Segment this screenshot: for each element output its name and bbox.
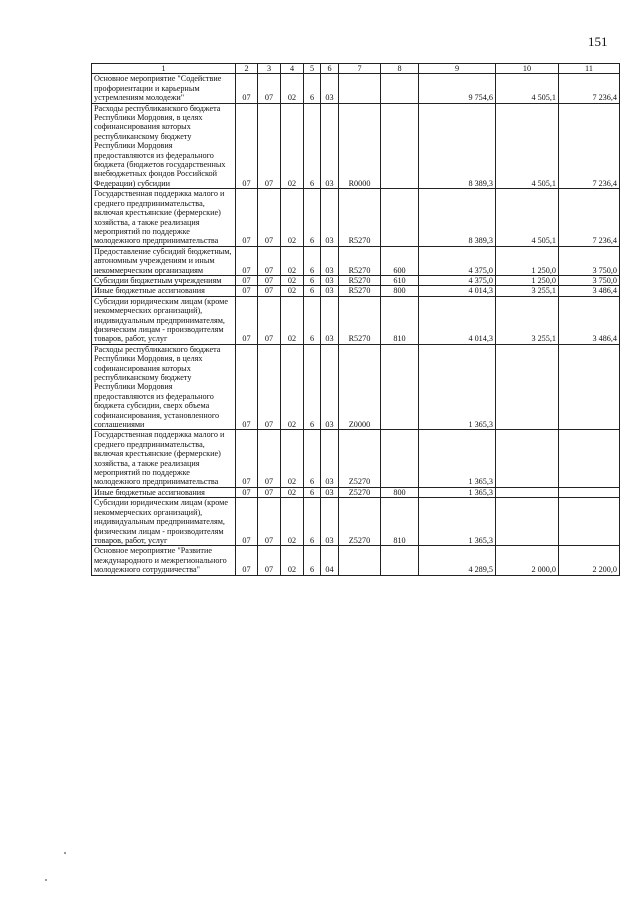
column-header: 8 bbox=[381, 64, 419, 74]
cell-code: 03 bbox=[321, 430, 339, 487]
cell-amount: 7 236,4 bbox=[559, 74, 620, 103]
cell-amount: 1 365,3 bbox=[419, 344, 496, 430]
cell-code: R5270 bbox=[339, 275, 381, 285]
cell-code: 800 bbox=[381, 286, 419, 296]
table-row bbox=[92, 275, 620, 285]
cell-amount: 4 014,3 bbox=[419, 286, 496, 296]
row-name: Субсидии юридическим лицам (кроме некоммерческих организаций), индивидуальным предпринимателям, физическим лицам - производителям товаров, работ, услуг bbox=[92, 296, 236, 344]
cell-amount bbox=[496, 487, 559, 497]
cell-code bbox=[381, 103, 419, 189]
cell-code: 07 bbox=[236, 275, 258, 285]
cell-code: 07 bbox=[258, 246, 281, 275]
cell-code: 610 bbox=[381, 275, 419, 285]
table-row bbox=[92, 498, 620, 546]
cell-amount bbox=[559, 344, 620, 430]
cell-amount: 4 375,0 bbox=[419, 246, 496, 275]
cell-code: 600 bbox=[381, 246, 419, 275]
cell-code bbox=[339, 74, 381, 103]
cell-code: 6 bbox=[304, 275, 321, 285]
column-header: 9 bbox=[419, 64, 496, 74]
cell-code: 07 bbox=[236, 344, 258, 430]
cell-code: 07 bbox=[258, 74, 281, 103]
cell-amount: 3 255,1 bbox=[496, 296, 559, 344]
cell-amount: 9 754,6 bbox=[419, 74, 496, 103]
cell-code: 03 bbox=[321, 275, 339, 285]
cell-amount: 3 750,0 bbox=[559, 246, 620, 275]
table-row bbox=[92, 296, 620, 344]
cell-code: 07 bbox=[236, 487, 258, 497]
row-name: Государственная поддержка малого и среднего предпринимательства, включая крестьянские (фермерские) хозяйства, а также реализация мероприятий по поддержке молодежного предпринимательства bbox=[92, 430, 236, 487]
cell-code: 02 bbox=[281, 296, 304, 344]
row-name: Иные бюджетные ассигнования bbox=[92, 286, 236, 296]
cell-code: 800 bbox=[381, 487, 419, 497]
scan-speck bbox=[45, 879, 47, 881]
cell-code: 02 bbox=[281, 344, 304, 430]
cell-code: 6 bbox=[304, 498, 321, 546]
cell-code: 6 bbox=[304, 103, 321, 189]
cell-code: 6 bbox=[304, 286, 321, 296]
cell-code: 07 bbox=[258, 296, 281, 344]
cell-code: 04 bbox=[321, 546, 339, 575]
page-number: 151 bbox=[588, 34, 608, 49]
table-row bbox=[92, 487, 620, 497]
cell-amount: 8 389,3 bbox=[419, 189, 496, 246]
table-row bbox=[92, 546, 620, 575]
column-header: 2 bbox=[236, 64, 258, 74]
row-name: Предоставление субсидий бюджетным, автономным учреждениям и иным некоммерческим организациям bbox=[92, 246, 236, 275]
cell-amount bbox=[559, 487, 620, 497]
cell-code: 07 bbox=[236, 286, 258, 296]
cell-code: 03 bbox=[321, 189, 339, 246]
column-header: 4 bbox=[281, 64, 304, 74]
cell-code: 07 bbox=[258, 103, 281, 189]
column-header: 5 bbox=[304, 64, 321, 74]
cell-code: 07 bbox=[236, 498, 258, 546]
column-header: 3 bbox=[258, 64, 281, 74]
cell-code bbox=[381, 74, 419, 103]
table-header-row bbox=[92, 64, 620, 74]
cell-code: 02 bbox=[281, 430, 304, 487]
row-name: Расходы республиканского бюджета Республики Мордовия, в целях софинансирования которых республиканскому бюджету Республики Мордовия предоставляются из федерального бюджета субсидии, сверх объема софинансирования, установленного соглашениями bbox=[92, 344, 236, 430]
column-header: 6 bbox=[321, 64, 339, 74]
cell-code: 07 bbox=[258, 498, 281, 546]
row-name: Субсидии бюджетным учреждениям bbox=[92, 275, 236, 285]
cell-code: 02 bbox=[281, 275, 304, 285]
cell-code: 02 bbox=[281, 286, 304, 296]
cell-amount: 2 000,0 bbox=[496, 546, 559, 575]
column-header: 10 bbox=[496, 64, 559, 74]
cell-amount: 3 486,4 bbox=[559, 286, 620, 296]
cell-amount bbox=[559, 430, 620, 487]
cell-code: 810 bbox=[381, 296, 419, 344]
cell-code: 02 bbox=[281, 487, 304, 497]
cell-code: 07 bbox=[258, 487, 281, 497]
cell-amount: 3 750,0 bbox=[559, 275, 620, 285]
cell-code: 03 bbox=[321, 246, 339, 275]
cell-code: 6 bbox=[304, 430, 321, 487]
cell-amount: 1 365,3 bbox=[419, 487, 496, 497]
cell-code: R5270 bbox=[339, 296, 381, 344]
cell-amount: 1 250,0 bbox=[496, 275, 559, 285]
cell-amount: 1 365,3 bbox=[419, 498, 496, 546]
cell-code: R5270 bbox=[339, 286, 381, 296]
cell-code: 07 bbox=[258, 546, 281, 575]
cell-amount: 1 365,3 bbox=[419, 430, 496, 487]
cell-code: 07 bbox=[236, 430, 258, 487]
table-row bbox=[92, 344, 620, 430]
row-name: Иные бюджетные ассигнования bbox=[92, 487, 236, 497]
row-name: Расходы республиканского бюджета Республики Мордовия, в целях софинансирования которых республиканскому бюджету Республики Мордовия предоставляются из федерального бюджета (бюджетов государственных внебюджетных фондов Российской Федерации) субсидии bbox=[92, 103, 236, 189]
cell-amount: 3 486,4 bbox=[559, 296, 620, 344]
cell-code: R5270 bbox=[339, 189, 381, 246]
column-header: 11 bbox=[559, 64, 620, 74]
cell-code: 02 bbox=[281, 546, 304, 575]
cell-code: 07 bbox=[236, 546, 258, 575]
cell-amount: 7 236,4 bbox=[559, 103, 620, 189]
cell-amount: 4 289,5 bbox=[419, 546, 496, 575]
cell-amount bbox=[496, 498, 559, 546]
cell-amount: 4 505,1 bbox=[496, 103, 559, 189]
cell-code bbox=[381, 546, 419, 575]
cell-code: 6 bbox=[304, 546, 321, 575]
cell-code: 810 bbox=[381, 498, 419, 546]
cell-code: 07 bbox=[258, 189, 281, 246]
table-row bbox=[92, 246, 620, 275]
cell-code: 02 bbox=[281, 498, 304, 546]
cell-amount: 1 250,0 bbox=[496, 246, 559, 275]
table-row bbox=[92, 286, 620, 296]
cell-code bbox=[381, 430, 419, 487]
row-name: Основное мероприятие "Развитие международного и межрегионального молодежного сотрудничества" bbox=[92, 546, 236, 575]
cell-code bbox=[381, 189, 419, 246]
cell-code: 07 bbox=[258, 275, 281, 285]
cell-code: 07 bbox=[236, 189, 258, 246]
cell-code: 03 bbox=[321, 498, 339, 546]
cell-code: 6 bbox=[304, 487, 321, 497]
column-header: 7 bbox=[339, 64, 381, 74]
cell-code: 07 bbox=[236, 103, 258, 189]
cell-code: Z5270 bbox=[339, 498, 381, 546]
cell-amount bbox=[496, 344, 559, 430]
cell-code: 6 bbox=[304, 296, 321, 344]
row-name: Субсидии юридическим лицам (кроме некоммерческих организаций), индивидуальным предпринимателям, физическим лицам - производителям товаров, работ, услуг bbox=[92, 498, 236, 546]
row-name: Государственная поддержка малого и среднего предпринимательства, включая крестьянские (фермерские) хозяйства, а также реализация мероприятий по поддержке молодежного предпринимательства bbox=[92, 189, 236, 246]
cell-code: 6 bbox=[304, 344, 321, 430]
cell-code: 03 bbox=[321, 487, 339, 497]
cell-code: 03 bbox=[321, 286, 339, 296]
cell-code: 6 bbox=[304, 189, 321, 246]
cell-amount bbox=[496, 430, 559, 487]
cell-amount: 7 236,4 bbox=[559, 189, 620, 246]
cell-amount: 4 375,0 bbox=[419, 275, 496, 285]
table-row bbox=[92, 189, 620, 246]
cell-code: 03 bbox=[321, 296, 339, 344]
row-name: Основное мероприятие "Содействие профориентации и карьерным устремлениям молодежи" bbox=[92, 74, 236, 103]
cell-code: 07 bbox=[258, 286, 281, 296]
cell-amount bbox=[559, 498, 620, 546]
cell-amount: 2 200,0 bbox=[559, 546, 620, 575]
cell-code: 07 bbox=[258, 344, 281, 430]
column-header: 1 bbox=[92, 64, 236, 74]
cell-code: 07 bbox=[236, 246, 258, 275]
cell-code: 02 bbox=[281, 189, 304, 246]
cell-code bbox=[381, 344, 419, 430]
cell-code: 07 bbox=[258, 430, 281, 487]
scan-speck bbox=[64, 852, 66, 854]
table-row bbox=[92, 430, 620, 487]
cell-code: 03 bbox=[321, 344, 339, 430]
cell-code: R5270 bbox=[339, 246, 381, 275]
cell-amount: 3 255,1 bbox=[496, 286, 559, 296]
cell-code: R0000 bbox=[339, 103, 381, 189]
cell-code: Z5270 bbox=[339, 430, 381, 487]
cell-code: 6 bbox=[304, 246, 321, 275]
cell-amount: 4 505,1 bbox=[496, 74, 559, 103]
cell-code: 07 bbox=[236, 74, 258, 103]
cell-code: 07 bbox=[236, 296, 258, 344]
cell-amount: 4 505,1 bbox=[496, 189, 559, 246]
cell-code: 6 bbox=[304, 74, 321, 103]
table-row bbox=[92, 103, 620, 189]
cell-amount: 4 014,3 bbox=[419, 296, 496, 344]
cell-code: 02 bbox=[281, 246, 304, 275]
cell-code: Z0000 bbox=[339, 344, 381, 430]
cell-code bbox=[339, 546, 381, 575]
cell-code: 02 bbox=[281, 74, 304, 103]
table-row bbox=[92, 74, 620, 103]
cell-code: 03 bbox=[321, 103, 339, 189]
cell-code: 02 bbox=[281, 103, 304, 189]
cell-amount: 8 389,3 bbox=[419, 103, 496, 189]
cell-code: Z5270 bbox=[339, 487, 381, 497]
budget-table bbox=[91, 63, 620, 576]
cell-code: 03 bbox=[321, 74, 339, 103]
